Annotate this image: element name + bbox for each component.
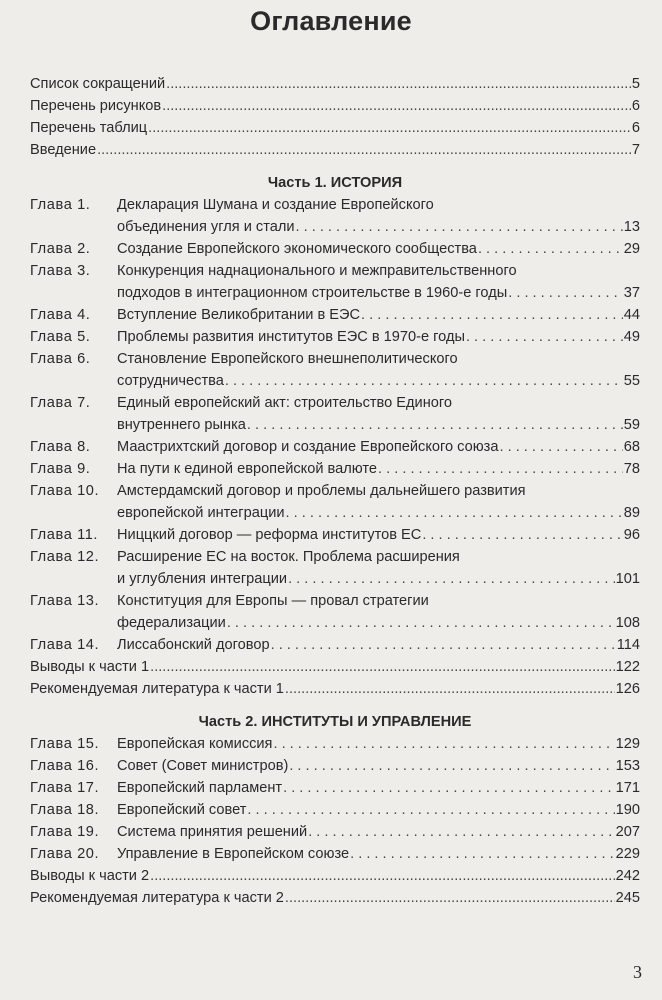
chapter-label: Глава 20. bbox=[30, 846, 100, 862]
chapter-entry bbox=[30, 304, 640, 326]
toc-line bbox=[30, 678, 640, 700]
chapter-label: Глава 18. bbox=[30, 802, 100, 818]
page-ref: 7 bbox=[631, 142, 640, 158]
chapter-label: Глава 3. bbox=[30, 263, 91, 279]
toc-text: Выводы к части 2 bbox=[30, 868, 150, 884]
page-ref: 59 bbox=[623, 417, 640, 433]
chapter-title bbox=[117, 799, 640, 821]
front-matter-list bbox=[30, 73, 640, 161]
toc-entry bbox=[30, 73, 640, 95]
page-ref: 5 bbox=[631, 76, 640, 92]
toc-text: Ниццкий договор — реформа институтов ЕС bbox=[117, 527, 422, 543]
toc-line bbox=[30, 887, 640, 909]
toc-entry-body bbox=[30, 139, 640, 161]
toc-text: Расширение ЕС на восток. Проблема расширения bbox=[117, 549, 460, 565]
toc-text: Европейский совет bbox=[117, 802, 247, 818]
toc-entry-body bbox=[30, 95, 640, 117]
chapter-title bbox=[117, 777, 640, 799]
chapter-title bbox=[117, 260, 640, 304]
chapter-title bbox=[117, 755, 640, 777]
toc-entry bbox=[30, 139, 640, 161]
chapter-entry bbox=[30, 524, 640, 546]
chapter-entry bbox=[30, 755, 640, 777]
dot-leader bbox=[478, 238, 623, 260]
chapter-title bbox=[117, 194, 640, 238]
toc-line bbox=[117, 326, 640, 348]
dot-leader bbox=[148, 117, 631, 139]
chapter-label: Глава 1. bbox=[30, 197, 91, 213]
toc-line bbox=[117, 590, 640, 612]
dot-leader bbox=[286, 502, 623, 524]
dot-leader bbox=[289, 755, 614, 777]
toc-entry bbox=[30, 678, 640, 700]
chapter-label: Глава 16. bbox=[30, 758, 100, 774]
dot-leader bbox=[247, 799, 614, 821]
toc-text: Вступление Великобритании в ЕЭС bbox=[117, 307, 361, 323]
toc-line bbox=[117, 799, 640, 821]
toc-line bbox=[117, 843, 640, 865]
chapter-title bbox=[117, 348, 640, 392]
chapter-entry bbox=[30, 348, 640, 392]
toc-line bbox=[117, 568, 640, 590]
page-ref: 6 bbox=[631, 98, 640, 114]
dot-leader bbox=[271, 634, 616, 656]
toc-line bbox=[117, 821, 640, 843]
page-ref: 49 bbox=[623, 329, 640, 345]
toc-text: Единый европейский акт: строительство Единого bbox=[117, 395, 453, 411]
page-ref: 190 bbox=[615, 802, 640, 818]
chapter-entry bbox=[30, 480, 640, 524]
chapter-label: Глава 8. bbox=[30, 439, 91, 455]
toc-line bbox=[117, 392, 640, 414]
toc-text: подходов в интеграционном строительстве в 1960-е годы bbox=[117, 285, 508, 301]
chapter-label: Глава 10. bbox=[30, 483, 100, 499]
page-title: Оглавление bbox=[250, 6, 412, 36]
page-ref: 89 bbox=[623, 505, 640, 521]
toc-text: Конкуренция наднационального и межправительственного bbox=[117, 263, 517, 279]
toc-text: Рекомендуемая литература к части 2 bbox=[30, 890, 284, 906]
toc-entry-body bbox=[30, 117, 640, 139]
toc-text: объединения угля и стали bbox=[117, 219, 295, 235]
chapter-entry bbox=[30, 436, 640, 458]
dot-leader bbox=[166, 73, 631, 95]
toc-entry-body bbox=[30, 73, 640, 95]
dot-leader bbox=[247, 414, 623, 436]
dot-leader bbox=[308, 821, 614, 843]
toc-text: федерализации bbox=[117, 615, 226, 631]
dot-leader bbox=[150, 656, 615, 678]
page-ref: 153 bbox=[615, 758, 640, 774]
chapter-title bbox=[117, 458, 640, 480]
page-ref: 13 bbox=[623, 219, 640, 235]
dot-leader bbox=[225, 370, 623, 392]
dot-leader bbox=[508, 282, 623, 304]
part-1-list bbox=[30, 194, 640, 700]
dot-leader bbox=[150, 865, 615, 887]
part-1-heading: Часть 1. ИСТОРИЯ bbox=[267, 175, 403, 191]
toc-line bbox=[117, 282, 640, 304]
chapter-label: Глава 5. bbox=[30, 329, 91, 345]
toc-line bbox=[117, 546, 640, 568]
page-ref: 96 bbox=[623, 527, 640, 543]
toc-text: Введение bbox=[30, 142, 97, 158]
toc-line bbox=[117, 612, 640, 634]
dot-leader bbox=[350, 843, 615, 865]
dot-leader bbox=[361, 304, 623, 326]
chapter-title bbox=[117, 733, 640, 755]
page-ref: 29 bbox=[623, 241, 640, 257]
page-ref: 242 bbox=[615, 868, 640, 884]
toc-text: Европейская комиссия bbox=[117, 736, 273, 752]
toc-text: Становление Европейского внешнеполитического bbox=[117, 351, 458, 367]
toc-line bbox=[117, 238, 640, 260]
toc-text: Создание Европейского экономического сообщества bbox=[117, 241, 477, 257]
page-ref: 108 bbox=[615, 615, 640, 631]
chapter-title bbox=[117, 480, 640, 524]
chapter-title bbox=[117, 238, 640, 260]
chapter-label: Глава 2. bbox=[30, 241, 91, 257]
toc-entry bbox=[30, 865, 640, 887]
chapter-entry bbox=[30, 392, 640, 436]
page-ref: 207 bbox=[615, 824, 640, 840]
toc-text: внутреннего рынка bbox=[117, 417, 246, 433]
chapter-label: Глава 7. bbox=[30, 395, 91, 411]
dot-leader bbox=[296, 216, 623, 238]
chapter-label: Глава 12. bbox=[30, 549, 100, 565]
toc-line bbox=[30, 865, 640, 887]
toc-line bbox=[117, 777, 640, 799]
chapter-label: Глава 9. bbox=[30, 461, 91, 477]
toc-line bbox=[117, 524, 640, 546]
chapter-entry bbox=[30, 634, 640, 656]
toc-text: Декларация Шумана и создание Европейского bbox=[117, 197, 434, 213]
chapter-title bbox=[117, 821, 640, 843]
dot-leader bbox=[273, 733, 614, 755]
dot-leader bbox=[162, 95, 631, 117]
chapter-title bbox=[117, 304, 640, 326]
toc-line bbox=[30, 73, 640, 95]
toc-entry bbox=[30, 95, 640, 117]
page-ref: 6 bbox=[631, 120, 640, 136]
toc-entry-body bbox=[30, 865, 640, 887]
chapter-entry bbox=[30, 733, 640, 755]
chapter-title bbox=[117, 546, 640, 590]
chapter-label: Глава 4. bbox=[30, 307, 91, 323]
page-ref: 114 bbox=[616, 637, 640, 653]
chapter-entry bbox=[30, 843, 640, 865]
chapter-entry bbox=[30, 590, 640, 634]
toc-line bbox=[117, 260, 640, 282]
dot-leader bbox=[283, 777, 615, 799]
dot-leader bbox=[378, 458, 623, 480]
page-ref: 68 bbox=[623, 439, 640, 455]
dot-leader bbox=[288, 568, 615, 590]
toc-text: Перечень таблиц bbox=[30, 120, 148, 136]
toc-line bbox=[117, 216, 640, 238]
toc-line bbox=[30, 139, 640, 161]
toc-line bbox=[117, 348, 640, 370]
page-ref: 55 bbox=[623, 373, 640, 389]
toc-text: Амстердамский договор и проблемы дальнейшего развития bbox=[117, 483, 526, 499]
toc-line bbox=[117, 634, 640, 656]
toc-entry bbox=[30, 887, 640, 909]
chapter-title bbox=[117, 524, 640, 546]
chapter-entry bbox=[30, 777, 640, 799]
toc-entry-body bbox=[30, 656, 640, 678]
page-ref: 129 bbox=[615, 736, 640, 752]
toc-text: сотрудничества bbox=[117, 373, 224, 389]
toc-entry-body bbox=[30, 887, 640, 909]
chapter-title bbox=[117, 843, 640, 865]
chapter-label: Глава 15. bbox=[30, 736, 100, 752]
table-of-contents bbox=[30, 73, 640, 909]
toc-text: и углубления интеграции bbox=[117, 571, 288, 587]
dot-leader bbox=[97, 139, 631, 161]
part-2-list bbox=[30, 733, 640, 909]
toc-text: европейской интеграции bbox=[117, 505, 285, 521]
chapter-label: Глава 11. bbox=[30, 527, 99, 543]
toc-entry bbox=[30, 117, 640, 139]
toc-text: Список сокращений bbox=[30, 76, 166, 92]
toc-text: Конституция для Европы — провал стратегии bbox=[117, 593, 429, 609]
toc-text: Выводы к части 1 bbox=[30, 659, 150, 675]
page-ref: 126 bbox=[615, 681, 640, 697]
chapter-title bbox=[117, 436, 640, 458]
chapter-entry bbox=[30, 260, 640, 304]
page-ref: 245 bbox=[615, 890, 640, 906]
chapter-title bbox=[117, 634, 640, 656]
toc-line bbox=[117, 304, 640, 326]
chapter-label: Глава 19. bbox=[30, 824, 100, 840]
dot-leader bbox=[285, 887, 615, 909]
toc-text: Управление в Европейском союзе bbox=[117, 846, 350, 862]
toc-line bbox=[117, 414, 640, 436]
toc-line bbox=[117, 436, 640, 458]
page-number: 3 bbox=[633, 962, 642, 982]
toc-text: На пути к единой европейской валюте bbox=[117, 461, 378, 477]
page-ref: 122 bbox=[615, 659, 640, 675]
toc-text: Маастрихтский договор и создание Европейского союза bbox=[117, 439, 499, 455]
dot-leader bbox=[227, 612, 615, 634]
toc-text: Перечень рисунков bbox=[30, 98, 162, 114]
toc-line bbox=[117, 502, 640, 524]
toc-text: Рекомендуемая литература к части 1 bbox=[30, 681, 284, 697]
chapter-entry bbox=[30, 194, 640, 238]
chapter-label: Глава 14. bbox=[30, 637, 100, 653]
chapter-entry bbox=[30, 238, 640, 260]
page-ref: 171 bbox=[615, 780, 640, 796]
page-ref: 78 bbox=[623, 461, 640, 477]
chapter-entry bbox=[30, 326, 640, 348]
dot-leader bbox=[466, 326, 623, 348]
toc-entry bbox=[30, 656, 640, 678]
chapter-entry bbox=[30, 458, 640, 480]
toc-line bbox=[30, 656, 640, 678]
toc-text: Совет (Совет министров) bbox=[117, 758, 289, 774]
page-ref: 37 bbox=[623, 285, 640, 301]
toc-line bbox=[30, 95, 640, 117]
chapter-entry bbox=[30, 799, 640, 821]
dot-leader bbox=[422, 524, 622, 546]
chapter-title bbox=[117, 392, 640, 436]
toc-line bbox=[30, 117, 640, 139]
toc-line bbox=[117, 733, 640, 755]
chapter-label: Глава 17. bbox=[30, 780, 100, 796]
part-2-heading: Часть 2. ИНСТИТУТЫ И УПРАВЛЕНИЕ bbox=[198, 714, 472, 730]
dot-leader bbox=[285, 678, 615, 700]
chapter-entry bbox=[30, 821, 640, 843]
dot-leader bbox=[499, 436, 622, 458]
toc-line bbox=[117, 458, 640, 480]
chapter-title bbox=[117, 326, 640, 348]
toc-text: Проблемы развития институтов ЕЭС в 1970-е годы bbox=[117, 329, 465, 345]
toc-line bbox=[117, 194, 640, 216]
toc-text: Европейский парламент bbox=[117, 780, 283, 796]
toc-line bbox=[117, 755, 640, 777]
chapter-label: Глава 13. bbox=[30, 593, 100, 609]
page-ref: 229 bbox=[615, 846, 640, 862]
page-ref: 101 bbox=[615, 571, 640, 587]
toc-line bbox=[117, 480, 640, 502]
toc-line bbox=[117, 370, 640, 392]
chapter-entry bbox=[30, 546, 640, 590]
toc-text: Лиссабонский договор bbox=[117, 637, 270, 653]
toc-entry-body bbox=[30, 678, 640, 700]
chapter-label: Глава 6. bbox=[30, 351, 91, 367]
page-ref: 44 bbox=[623, 307, 640, 323]
chapter-title bbox=[117, 590, 640, 634]
toc-text: Система принятия решений bbox=[117, 824, 308, 840]
